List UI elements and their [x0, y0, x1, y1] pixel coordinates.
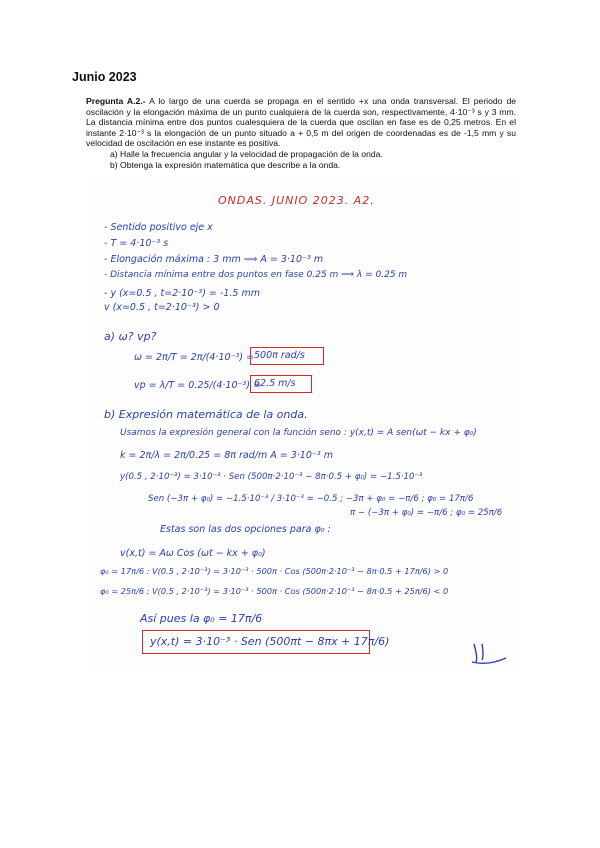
vp-result: 62.5 m/s — [254, 378, 296, 389]
question-text: A lo largo de una cuerda se propaga en el sentido +x una onda transversal. El periodo de oscilación y la elongación máxima de un punto cualquiera de la cuerda son, respectivamente, 4·10⁻³ s y 3 mm. La distancia mínima entre dos puntos cualesquiera de la cuerda que oscilan en fase es de 0,25 metros. En el instante 2·10⁻³ s la elongación de un punto situado a + 0,5 m del origen de coordenadas es de -1,5 mm y su velocidad de oscilación en ese instante es positiva. — [86, 96, 516, 149]
omega-equation: ω = 2π/T = 2π/(4·10⁻³) = — [134, 352, 255, 363]
elongation-line: y(0.5 , 2·10⁻³) = 3·10⁻³ · Sen (500π·2·10⁻³ − 8π·0.5 + φ₀) = −1.5·10⁻³ — [120, 472, 423, 482]
data-line-2: - T = 4·10⁻³ s — [104, 238, 169, 249]
velocity-option-1: φ₀ = 17π/6 : V(0.5 , 2·10⁻³) = 3·10⁻³ · 500π · Cos (500π·2·10⁻³ − 8π·0.5 + 17π/6) > 0 — [100, 566, 449, 576]
signature-mark — [470, 640, 510, 666]
question-item-a: a) Halle la frecuencia angular y la velocidad de propagación de la onda. — [110, 148, 383, 159]
conclusion-line: Así pues la φ₀ = 17π/6 — [140, 612, 263, 625]
part-a-label: a) ω? vp? — [104, 330, 157, 343]
solution-title: ONDAS. JUNIO 2023. A2. — [218, 194, 375, 207]
question-item-b: b) Obtenga la expresión matemática que describe a la onda. — [110, 159, 341, 170]
question-items — [86, 149, 516, 170]
options-line: Estas son las dos opciones para φ₀ : — [160, 524, 331, 535]
final-expression: y(x,t) = 3·10⁻³ · Sen (500πt − 8πx + 17π/6) — [150, 635, 390, 648]
part-b-label: b) Expresión matemática de la onda. — [104, 408, 308, 421]
velocity-general: v(x,t) = Aω Cos (ωt − kx + φ₀) — [120, 548, 266, 559]
k-line: k = 2π/λ = 2π/0.25 = 8π rad/m A = 3·10⁻³ m — [120, 450, 333, 461]
data-line-4: - Distancia mínima entre dos puntos en fase 0.25 m ⟹ λ = 0.25 m — [104, 270, 408, 280]
data-line-3: - Elongación máxima : 3 mm ⟹ A = 3·10⁻³ m — [104, 254, 324, 265]
data-line-6: v (x=0.5 , t=2·10⁻³) > 0 — [104, 302, 220, 313]
data-line-1: - Sentido positivo eje x — [104, 222, 213, 233]
handwritten-solution-sheet — [92, 178, 518, 672]
data-line-5: - y (x=0.5 , t=2·10⁻³) = -1.5 mm — [104, 288, 260, 299]
vp-equation: vp = λ/T = 0.25/(4·10⁻³) = — [134, 380, 261, 391]
sine-line: Sen (−3π + φ₀) = −1.5·10⁻³ / 3·10⁻³ = −0.5 ; −3π + φ₀ = −π/6 ; φ₀ = 17π/6 — [148, 494, 474, 504]
sine-line-2: π − (−3π + φ₀) = −π/6 ; φ₀ = 25π/6 — [350, 508, 503, 518]
omega-result: 500π rad/s — [254, 350, 305, 361]
velocity-option-2: φ₀ = 25π/6 : V(0.5 , 2·10⁻³) = 3·10⁻³ · 500π · Cos (500π·2·10⁻³ − 8π·0.5 + 25π/6) < 0 — [100, 586, 449, 596]
general-expression: Usamos la expresión general con la función seno : y(x,t) = A sen(ωt − kx + φ₀) — [120, 428, 477, 438]
problem-statement — [86, 96, 516, 170]
page-heading: Junio 2023 — [72, 70, 137, 84]
question-label: Pregunta A.2.- — [86, 96, 146, 106]
